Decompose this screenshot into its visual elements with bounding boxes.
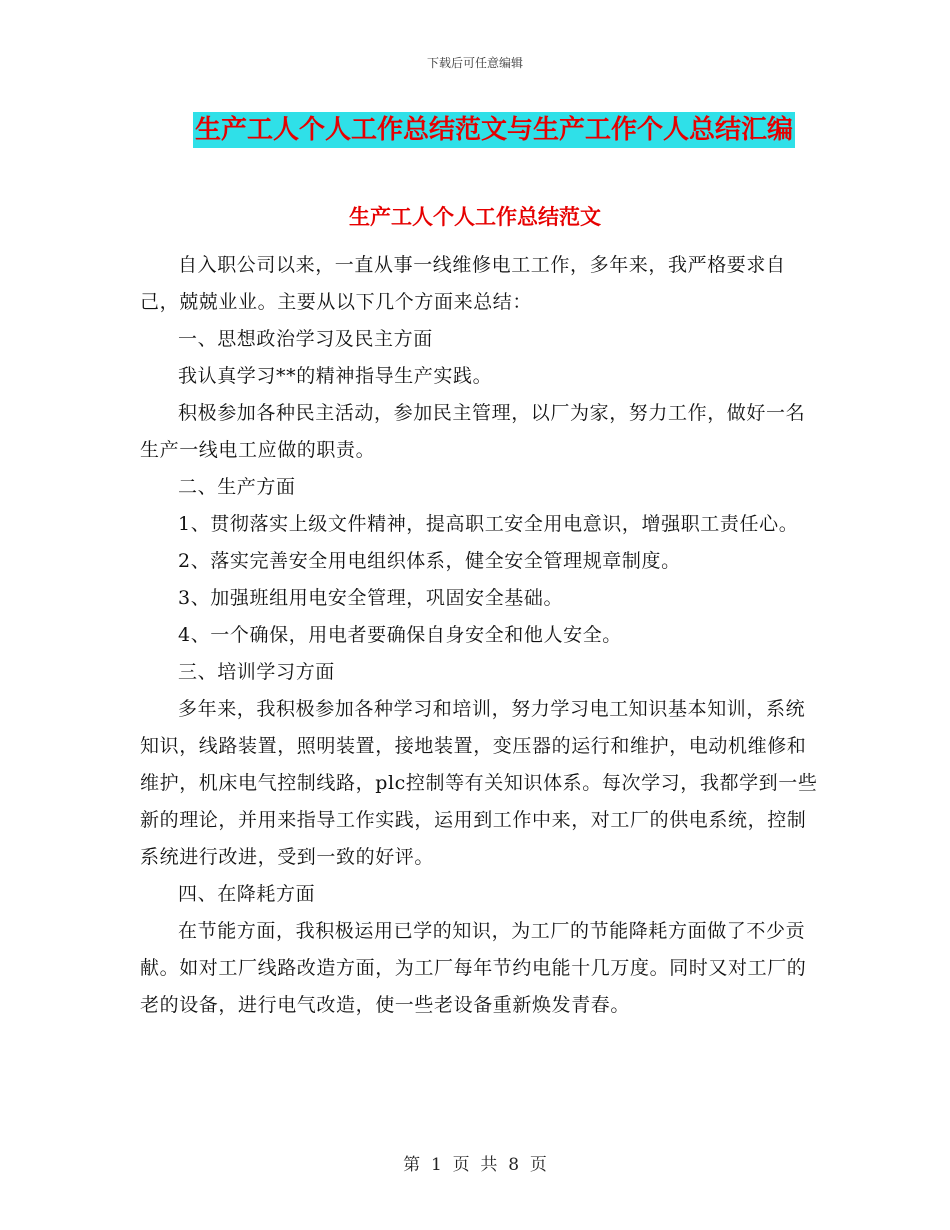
body-paragraph: 我认真学习**的精神指导生产实践。 <box>178 365 493 387</box>
body-paragraph: 积极参加各种民主活动，参加民主管理，以厂为家，努力工作，做好一名生产一线电工应做的职责。 <box>140 402 806 461</box>
page-header-note: 下载后可任意编辑 <box>426 56 523 70</box>
section-heading: 三、培训学习方面 <box>178 661 335 683</box>
section-heading: 一、思想政治学习及民主方面 <box>178 328 433 350</box>
list-item: 2、落实完善安全用电组织体系，健全安全管理规章制度。 <box>178 550 681 572</box>
document-body <box>140 247 820 1024</box>
body-paragraph: 多年来，我积极参加各种学习和培训，努力学习电工知识基本知训，系统知识，线路装置，照明装置，接地装置，变压器的运行和维护，电动机维修和维护，机床电气控制线路，plc控制等有关知识体系。每次学习，我都学到一些新的理论，并用来指导工作实践，运用到工作中来，对工厂的供电系统，控制系统进行改进，受到一致的好评。 <box>140 698 818 868</box>
body-paragraph: 在节能方面，我积极运用已学的知识，为工厂的节能降耗方面做了不少贡献。如对工厂线路改造方面，为工厂每年节约电能十几万度。同时又对工厂的老的设备，进行电气改造，使一些老设备重新焕发青春。 <box>140 920 807 1016</box>
section-heading: 四、在降耗方面 <box>178 883 316 905</box>
body-paragraph: 自入职公司以来，一直从事一线维修电工工作，多年来，我严格要求自己，兢兢业业。主要从以下几个方面来总结： <box>140 254 786 313</box>
section-heading: 二、生产方面 <box>178 476 296 498</box>
document-main-title: 生产工人个人工作总结范文与生产工作个人总结汇编 <box>193 112 795 148</box>
list-item: 3、加强班组用电安全管理，巩固安全基础。 <box>178 587 564 609</box>
section-title: 生产工人个人工作总结范文 <box>349 204 601 229</box>
list-item: 4、一个确保，用电者要确保自身安全和他人安全。 <box>178 624 622 646</box>
page-footer: 第 1 页 共 8 页 <box>403 1155 547 1175</box>
list-item: 1、贯彻落实上级文件精神，提高职工安全用电意识，增强职工责任心。 <box>178 513 799 535</box>
